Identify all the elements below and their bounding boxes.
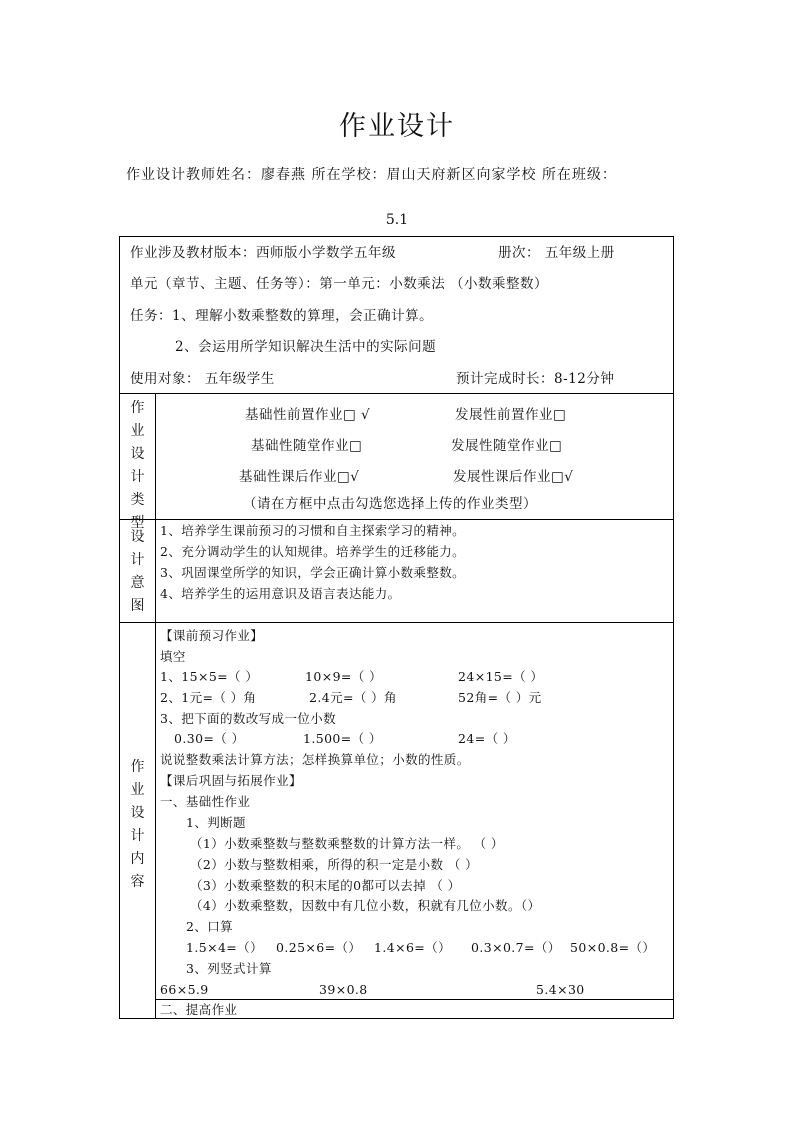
homework-table (119, 236, 674, 1019)
vertical-item: 66×5.9 (160, 982, 209, 997)
basic-homework-title: 一、基础性作业 (160, 794, 251, 809)
audience-label: 使用对象： 五年级学生 (130, 371, 275, 387)
oral-item: 0.3×0.7=（） (471, 940, 561, 955)
row-divider (120, 519, 673, 520)
q2-c: 52角=（ ）元 (458, 690, 542, 705)
basic-after-option[interactable]: 基础性课后作业□√ (239, 469, 360, 485)
intent-item: 4、培养学生的运用意识及语言表达能力。 (160, 586, 401, 601)
oral-item: 50×0.8=（） (570, 940, 656, 955)
intent-item: 2、充分调动学生的认知规律。培养学生的迁移能力。 (160, 544, 466, 559)
content-section-label: 作 业 设 计 内 容 (130, 759, 145, 890)
q3-c: 24=（ ） (458, 731, 516, 746)
oral-item: 1.4×6=（） (374, 940, 451, 955)
vertical-calc-title: 3、列竖式计算 (186, 961, 272, 976)
row-divider (155, 999, 673, 1000)
textbook-version: 作业涉及教材版本：西师版小学数学五年级 (130, 245, 396, 261)
oral-item: 0.25×6=（） (276, 940, 362, 955)
judge-item: （2）小数与整数相乘，所得的积一定是小数 （ ） (190, 857, 479, 872)
vertical-item: 5.4×30 (536, 982, 585, 997)
date-label: 5.1 (385, 212, 409, 228)
dev-class-option[interactable]: 发展性随堂作业□ (451, 438, 563, 454)
vertical-item: 39×0.8 (319, 982, 368, 997)
q3-a: 0.30=（ ） (174, 731, 245, 746)
judge-item: （3）小数乘整数的积末尾的0都可以去掉 （ ） (190, 878, 461, 893)
row-divider (120, 622, 673, 623)
q3-title: 3、把下面的数改写成一位小数 (160, 711, 337, 726)
intent-item: 3、巩固课堂所学的知识，学会正确计算小数乘整数。 (160, 565, 466, 580)
intent-item: 1、培养学生课前预习的习惯和自主探索学习的精神。 (160, 523, 466, 538)
advanced-homework-title: 二、提高作业 (160, 1002, 238, 1017)
task-1: 任务：1、理解小数乘整数的算理，会正确计算。 (130, 308, 434, 324)
fill-blank-title: 填空 (160, 649, 186, 664)
label-column-divider (155, 393, 156, 1018)
judge-title: 1、判断题 (186, 815, 246, 830)
task-2: 2、会运用所学知识解决生活中的实际问题 (175, 339, 437, 355)
basic-class-option[interactable]: 基础性随堂作业□ (251, 438, 363, 454)
after-homework-title: 【课后巩固与拓展作业】 (160, 773, 302, 788)
oral-title: 2、口算 (186, 919, 234, 934)
unit-label: 单元（章节、主题、任务等）：第一单元：小数乘法 （小数乘整数） (130, 276, 549, 292)
volume-label: 册次： 五年级上册 (498, 245, 615, 261)
method-note: 说说整数乘法计算方法；怎样换算单位；小数的性质。 (160, 752, 470, 767)
judge-item: （4）小数乘整数，因数中有几位小数，积就有几位小数。（） (190, 898, 541, 913)
oral-item: 1.5×4=（） (186, 940, 263, 955)
intent-section-label: 设 计 意 图 (130, 529, 145, 614)
pre-homework-title: 【课前预习作业】 (160, 628, 264, 643)
q2-b: 2.4元=（ ）角 (309, 690, 397, 705)
q1-b: 10×9=（ ） (305, 669, 382, 684)
page-title: 作业设计 (339, 111, 455, 142)
duration-label: 预计完成时长：8-12分钟 (456, 371, 615, 387)
q1-a: 1、15×5=（ ） (160, 669, 259, 684)
dev-after-option[interactable]: 发展性课后作业□√ (453, 469, 574, 485)
row-divider (120, 393, 673, 394)
q1-c: 24×15=（ ） (458, 669, 544, 684)
type-section-label: 作 业 设 计 类 型 (130, 400, 145, 531)
judge-item: （1）小数乘整数与整数乘整数的计算方法一样。 （ ） (190, 836, 504, 851)
q2-a: 2、1元=（ ）角 (160, 690, 257, 705)
dev-pre-option[interactable]: 发展性前置作业□ (455, 407, 567, 423)
teacher-info-line: 作业设计教师姓名：廖春燕 所在学校：眉山天府新区向家学校 所在班级： (126, 167, 617, 183)
type-note: （请在方框中点击勾选您选择上传的作业类型） (243, 496, 537, 512)
q3-b: 1.500=（ ） (303, 731, 382, 746)
basic-pre-option[interactable]: 基础性前置作业□ √ (245, 407, 371, 423)
